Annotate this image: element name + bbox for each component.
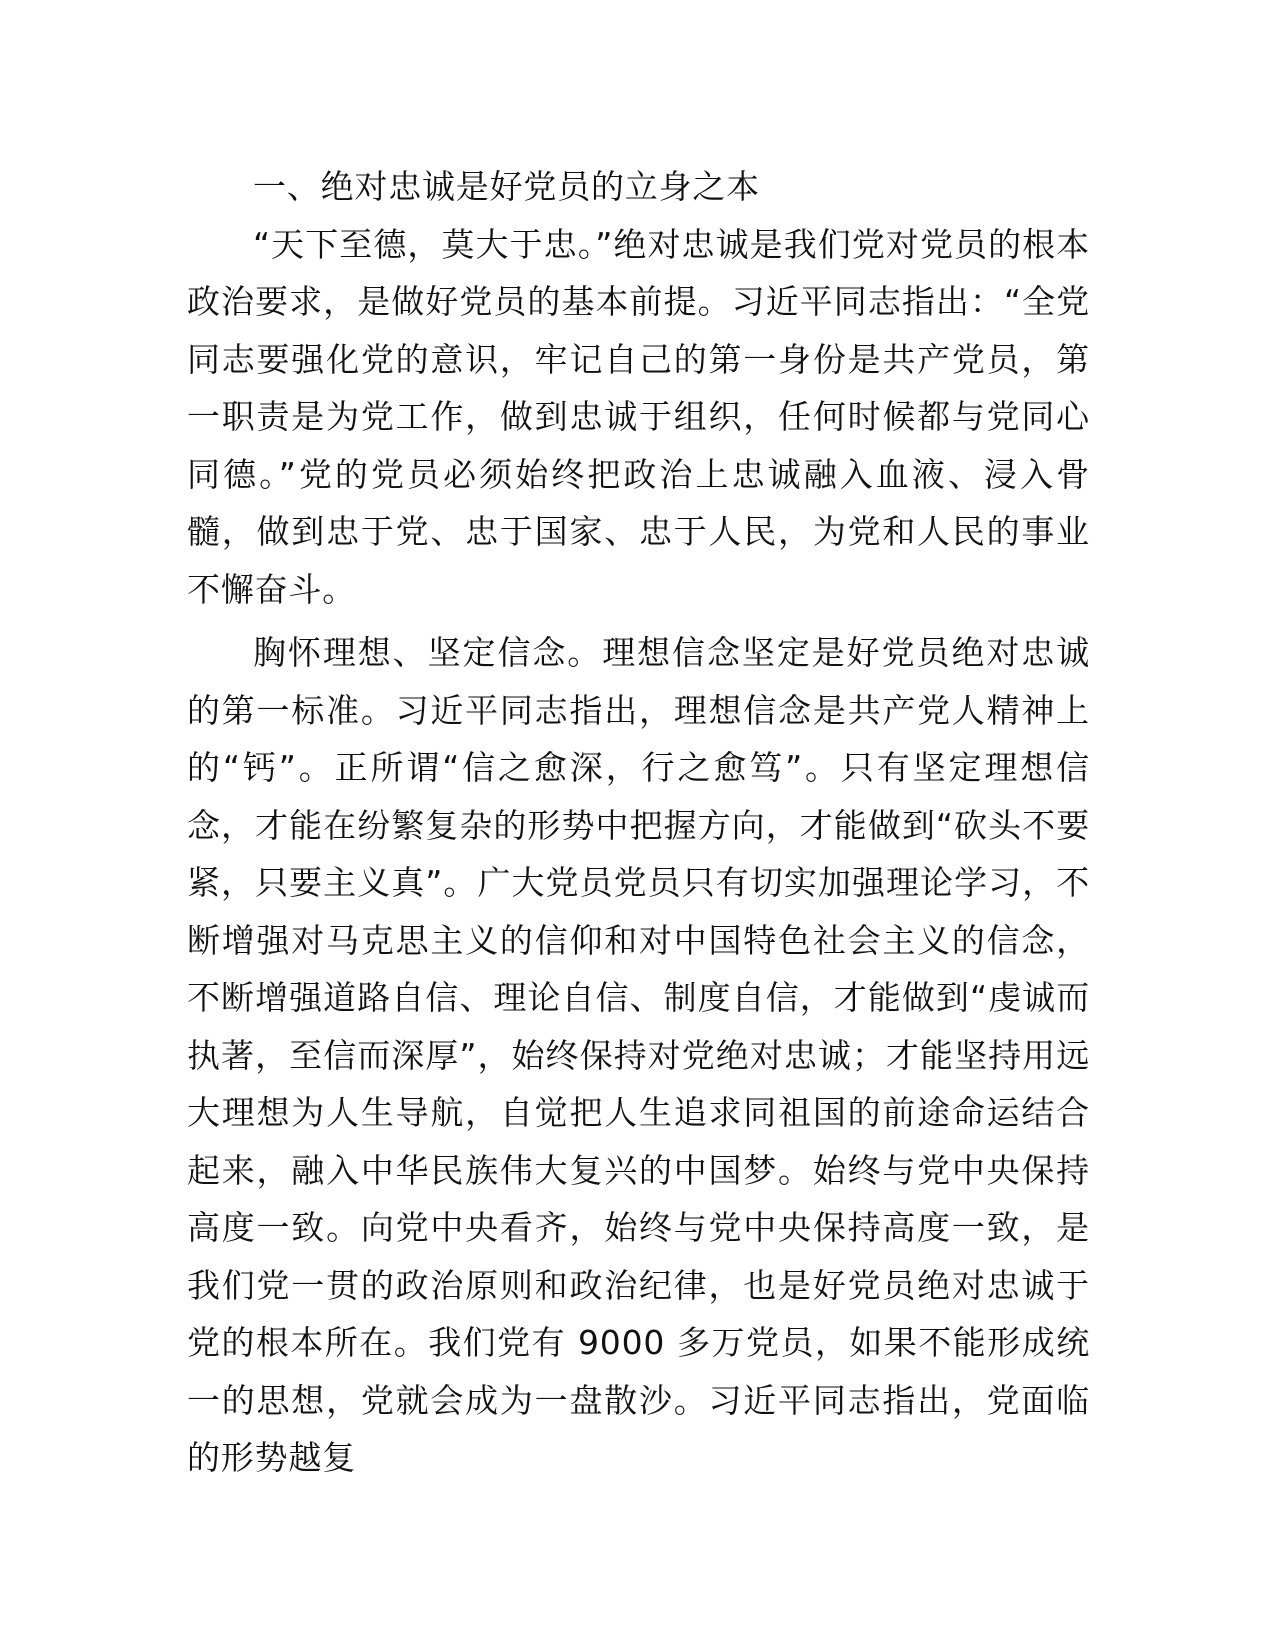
document-body <box>187 158 1090 1487</box>
section-heading: 一、绝对忠诚是好党员的立身之本 <box>253 167 760 206</box>
paragraph-ideals: 胸怀理想、坚定信念。理想信念坚定是好党员绝对忠诚的第一标准。习近平同志指出，理想信念是共产党人精神上的“钙”。正所谓“信之愈深，行之愈笃”。只有坚定理想信念，才能在纷繁复杂的形势中把握方向，才能做到“砍头不要紧，只要主义真”。广大党员党员只有切实加强理论学习，不断增强对马克思主义的信仰和对中国特色社会主义的信念，不断增强道路自信、理论自信、制度自信，才能做到“虔诚而执著，至信而深厚”，始终保持对党绝对忠诚；才能坚持用远大理想为人生导航，自觉把人生追求同祖国的前途命运结合起来，融入中华民族伟大复兴的中国梦。始终与党中央保持高度一致。向党中央看齐，始终与党中央保持高度一致，是我们党一贯的政治原则和政治纪律，也是好党员绝对忠诚于党的根本所在。我们党有 9000 多万党员，如果不能形成统一的思想，党就会成为一盘散沙。习近平同志指出，党面临的形势越复 <box>187 633 1090 1477</box>
paragraph-loyalty: “天下至德，莫大于忠。”绝对忠诚是我们党对党员的根本政治要求，是做好党员的基本前提。习近平同志指出：“全党同志要强化党的意识，牢记自己的第一身份是共产党员，第一职责是为党工作，做到忠诚于组织，任何时候都与党同心同德。”党的党员必须始终把政治上忠诚融入血液、浸入骨髓，做到忠于党、忠于国家、忠于人民，为党和人民的事业不懈奋斗。 <box>187 224 1090 609</box>
